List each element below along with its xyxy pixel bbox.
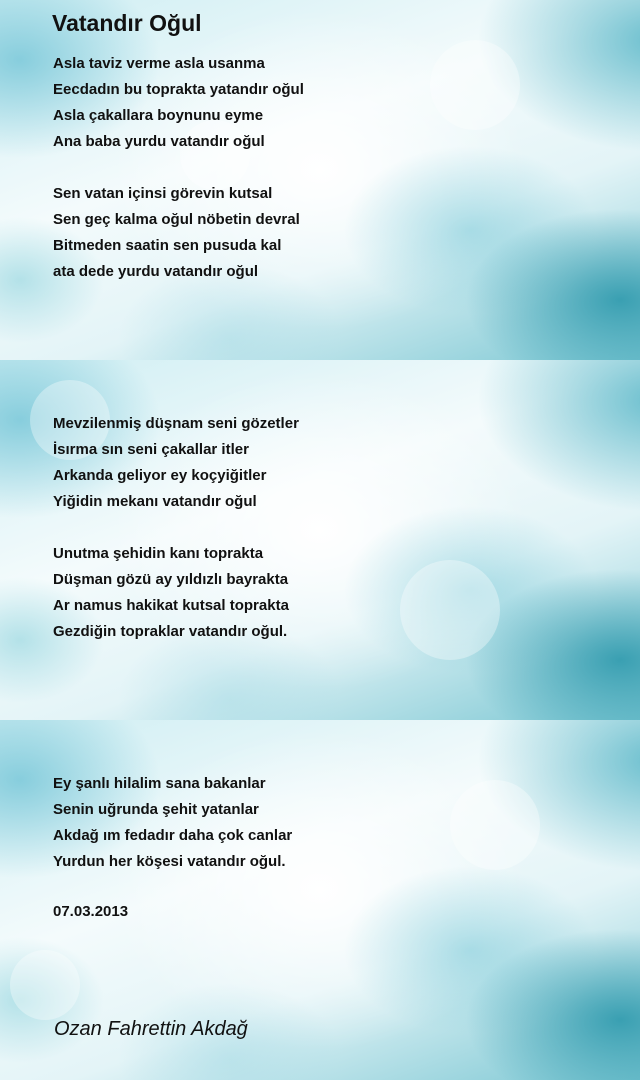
poem-line: Senin uğrunda şehit yatanlar (53, 801, 259, 818)
bokeh-decoration (430, 40, 520, 130)
poem-line: Eecdadın bu toprakta yatandır oğul (53, 81, 304, 98)
poem-line: Düşman gözü ay yıldızlı bayrakta (53, 571, 289, 588)
poem-line: Yurdun her köşesi vatandır oğul. (53, 853, 286, 870)
poem-line: Yiğidin mekanı vatandır oğul (53, 493, 257, 510)
poem-line: Sen vatan içinsi görevin kutsal (53, 185, 273, 202)
stanza-1 (53, 51, 304, 155)
poem-line: ata dede yurdu vatandır oğul (53, 263, 259, 280)
poem-line: Akdağ ım fedadır daha çok canlar (53, 827, 293, 844)
poem-line: Ana baba yurdu vatandır oğul (53, 133, 265, 150)
poem-panel-3 (0, 720, 640, 1080)
poem-line: Mevzilenmiş düşnam seni gözetler (53, 415, 299, 432)
poem-panel-2 (0, 360, 640, 720)
bokeh-decoration (10, 950, 80, 1020)
poem-line: Ey şanlı hilalim sana bakanlar (53, 775, 266, 792)
stanza-4 (53, 541, 289, 645)
poem-line: Gezdiğin topraklar vatandır oğul. (53, 623, 288, 640)
poem-title: Vatandır Oğul (52, 10, 202, 36)
stanza-3 (53, 411, 299, 515)
poem-line: Sen geç kalma oğul nöbetin devral (53, 211, 300, 228)
stanza-5 (53, 771, 292, 875)
poem-line: Asla taviz verme asla usanma (53, 55, 265, 72)
stanza-2 (53, 181, 300, 285)
poem-line: Arkanda geliyor ey koçyiğitler (53, 467, 267, 484)
poem-line: Asla çakallara boynunu eyme (53, 107, 264, 124)
poem-panel-1 (0, 0, 640, 360)
poem-author: Ozan Fahrettin Akdağ (54, 1018, 248, 1040)
poem-line: Bitmeden saatin sen pusuda kal (53, 237, 282, 254)
poem-line: Unutma şehidin kanı toprakta (53, 545, 264, 562)
poem-line: Ar namus hakikat kutsal toprakta (53, 597, 289, 614)
poem-date: 07.03.2013 (53, 903, 129, 920)
poem-line: İsırma sın seni çakallar itler (53, 441, 249, 458)
bokeh-decoration (400, 560, 500, 660)
bokeh-decoration (450, 780, 540, 870)
